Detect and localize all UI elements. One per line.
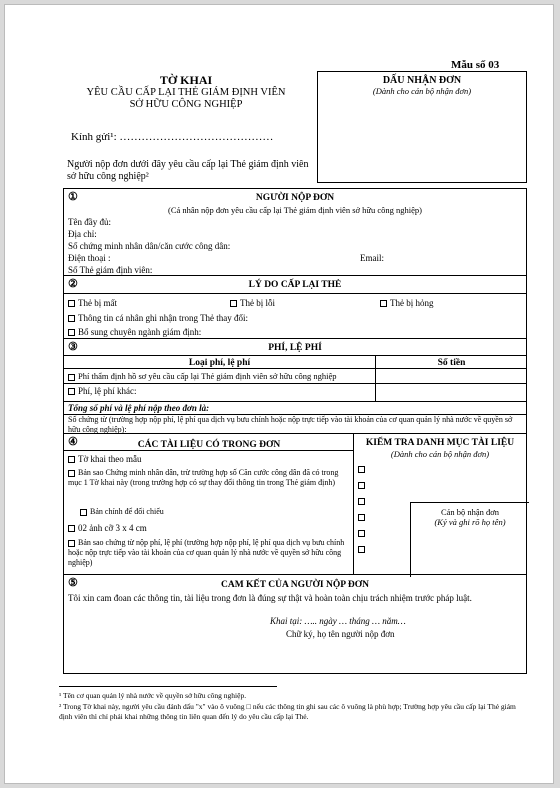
intro-text: Người nộp đơn dưới đây yêu cầu cấp lại Thẻ giám định viên sở hữu công nghiệp²: [67, 159, 309, 182]
section-1-subtitle: (Cá nhân nộp đơn yêu cầu cấp lại Thẻ giám định viên sở hữu công nghiệp): [168, 205, 422, 215]
section-2-title: LÝ DO CẤP LẠI THẺ: [248, 280, 342, 290]
footnote-separator: [59, 686, 277, 687]
doc-original[interactable]: [80, 507, 164, 517]
declaration-date[interactable]: Khai tại: ….. ngày … tháng … năm…: [270, 616, 406, 626]
checkbox-icon[interactable]: [68, 300, 75, 307]
fee-row-appraisal-label: Phí thẩm định hồ sơ yêu cầu cấp lại Thẻ giám định viên sở hữu công nghiệp: [78, 371, 337, 381]
fee-row-other-label: Phí, lệ phí khác:: [78, 386, 137, 396]
footnote-2: ² Trong Tờ khai này, người yêu cầu đánh dấu "x" vào ô vuông □ nếu các thông tin ghi sau các ô vuông là phù hợp; Trường hợp yêu cầu cấp lại Thẻ giám định viên thì chỉ phải khai những thông tin liên quan đến lý do yêu cầu cấp lại Thẻ.: [59, 702, 516, 721]
reason-add-field-option[interactable]: [68, 327, 201, 338]
receipt-number-field[interactable]: Số chứng từ (trường hợp nộp phí, lệ phí qua dịch vụ bưu chính hoặc nộp trực tiếp vào tài khoản của cơ quan quản lý nhà nước về quyền sở hữu công nghiệp):: [68, 415, 513, 434]
fee-amount-header: Số tiền: [437, 358, 466, 368]
form-title: TỜ KHAI: [159, 73, 213, 87]
reason-lost-label: Thẻ bị mất: [78, 298, 117, 308]
checkbox-icon[interactable]: [80, 509, 87, 516]
officer-box: [410, 502, 529, 577]
footnote-1: ¹ Tên cơ quan quản lý nhà nước về quyền sở hữu công nghiệp.: [59, 691, 247, 700]
form-page: [4, 4, 554, 784]
section-2-number: ②: [68, 278, 78, 290]
section-1-number: ①: [68, 191, 78, 203]
section-fees: [63, 338, 527, 434]
checkbox-icon[interactable]: [68, 470, 75, 477]
reason-lost-option[interactable]: [68, 298, 117, 309]
reason-info-change-option[interactable]: [68, 313, 248, 324]
section-3-title: PHÍ, LỆ PHÍ: [268, 343, 322, 353]
checkbox-icon[interactable]: [68, 315, 75, 322]
checkbox-icon[interactable]: [358, 514, 365, 521]
receipt-stamp-box: [317, 71, 527, 183]
checkbox-icon[interactable]: [68, 525, 75, 532]
checkbox-icon[interactable]: [68, 374, 75, 381]
form-title-line2: YÊU CẦU CẤP LẠI THẺ GIÁM ĐỊNH VIÊN: [86, 87, 286, 98]
doc-id-copy[interactable]: [68, 468, 348, 488]
doc-photos-label: 02 ảnh cỡ 3 x 4 cm: [78, 523, 147, 533]
fee-type-header: Loại phí, lệ phí: [188, 358, 251, 368]
stamp-title: DẤU NHẬN ĐƠN: [382, 75, 462, 86]
id-number-field[interactable]: Số chứng minh nhân dân/căn cước công dân:: [68, 241, 231, 251]
address-field[interactable]: Địa chỉ:: [68, 229, 97, 239]
checkbox-icon[interactable]: [358, 498, 365, 505]
doc-fee-receipt-label: Bản sao chứng từ nộp phí, lệ phí (trường hợp nộp phí, lệ phí qua dịch vụ bưu chính hoặc nộp trực tiếp vào tài khoản của cơ quan quản lý nhà nước về quyền sở hữu công nghiệp): [68, 538, 345, 567]
signature-label: Chữ ký, họ tên người nộp đơn: [286, 629, 395, 639]
checkbox-icon[interactable]: [358, 530, 365, 537]
form-number: Mẫu số 03: [451, 59, 500, 71]
section-5-title: CAM KẾT CỦA NGƯỜI NỘP ĐƠN: [220, 580, 370, 590]
full-name-field[interactable]: Tên đầy đủ:: [68, 217, 111, 227]
reason-damaged-label: Thẻ bị hỏng: [390, 298, 434, 308]
doc-id-copy-label: Bản sao Chứng minh nhân dân, trừ trường hợp số Căn cước công dân đã có trong mục 1 Tờ khai này (trong trường hợp có sự thay đổi thông tin trong Thẻ giám định): [68, 468, 339, 487]
reason-error-label: Thẻ bị lỗi: [240, 298, 275, 308]
section-3-number: ③: [68, 341, 78, 353]
checkbox-icon[interactable]: [68, 329, 75, 336]
check-boxes: [358, 462, 368, 558]
reason-add-field-label: Bổ sung chuyên ngành giám định:: [78, 327, 202, 337]
commitment-text: Tôi xin cam đoan các thông tin, tài liệu trong đơn là đúng sự thật và hoàn toàn chịu trách nhiệm trước pháp luật.: [68, 593, 472, 603]
email-field[interactable]: Email:: [360, 253, 384, 263]
section-commitment: [63, 574, 527, 674]
checkbox-icon[interactable]: [230, 300, 237, 307]
check-list-subtitle: (Dành cho cán bộ nhận đơn): [390, 449, 490, 459]
reason-error-option[interactable]: [230, 298, 275, 309]
checkbox-icon[interactable]: [358, 482, 365, 489]
fee-row-other[interactable]: [68, 386, 137, 397]
officer-sublabel: (Ký và ghi rõ họ tên): [434, 517, 506, 527]
checkbox-icon[interactable]: [380, 300, 387, 307]
checkbox-icon[interactable]: [68, 388, 75, 395]
checkbox-icon[interactable]: [68, 456, 75, 463]
reason-info-change-label: Thông tin cá nhân ghi nhận trong Thẻ thay đổi:: [78, 313, 249, 323]
section-4-title: CÁC TÀI LIỆU CÓ TRONG ĐƠN: [137, 440, 281, 450]
title-block: [61, 73, 311, 111]
checkbox-icon[interactable]: [358, 546, 365, 553]
doc-declaration-label: Tờ khai theo mẫu: [78, 454, 142, 464]
doc-declaration[interactable]: [68, 454, 142, 465]
checkbox-icon[interactable]: [68, 540, 75, 547]
checkbox-icon[interactable]: [358, 466, 365, 473]
check-list-title: KIỂM TRA DANH MỤC TÀI LIỆU: [365, 438, 515, 448]
card-number-field[interactable]: Số Thẻ giám định viên:: [68, 265, 153, 275]
reason-damaged-option[interactable]: [380, 298, 434, 309]
recipient-line[interactable]: Kính gửi¹: ……………………………………: [71, 131, 274, 143]
section-applicant: [63, 188, 527, 276]
doc-photos[interactable]: [68, 523, 147, 534]
section-1-title: NGƯỜI NỘP ĐƠN: [255, 193, 335, 203]
doc-fee-receipt[interactable]: [68, 538, 348, 568]
section-4-number: ④: [68, 436, 78, 448]
section-5-number: ⑤: [68, 577, 78, 589]
stamp-subtitle: (Dành cho cán bộ nhận đơn): [372, 86, 472, 96]
form-title-line3: SỞ HỮU CÔNG NGHIỆP: [129, 99, 243, 110]
section-reason: [63, 275, 527, 339]
phone-field[interactable]: Điện thoại :: [68, 253, 111, 263]
fee-total: Tổng số phí và lệ phí nộp theo đơn là:: [68, 403, 210, 413]
section-documents: [63, 433, 527, 575]
fee-row-appraisal[interactable]: [68, 371, 336, 382]
doc-original-label: Bản chính để đối chiếu: [90, 507, 164, 516]
officer-label: Cán bộ nhận đơn: [440, 507, 500, 517]
